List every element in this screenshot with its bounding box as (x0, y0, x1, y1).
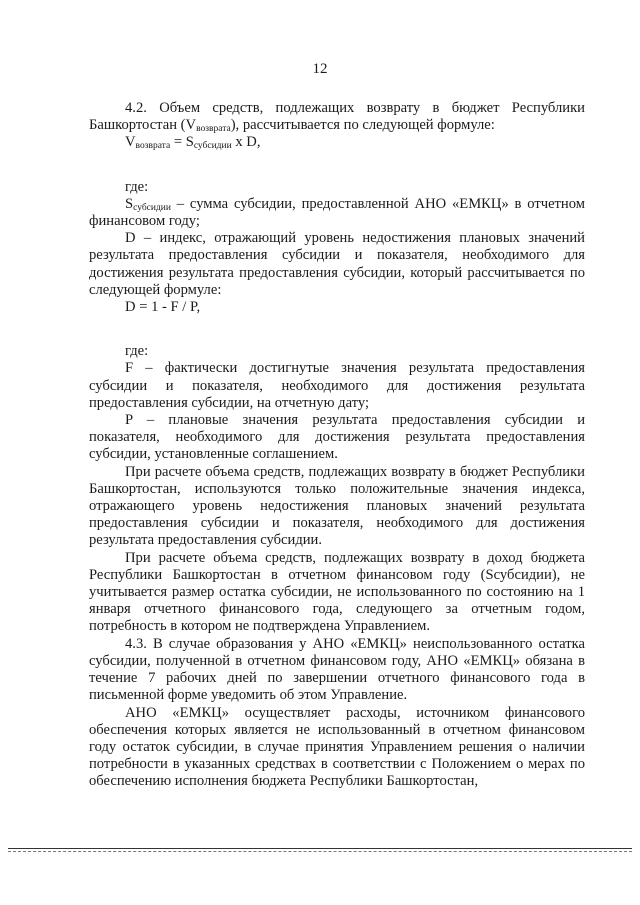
where-label-1: где: (125, 178, 149, 195)
definition-d-index: D – индекс, отражающий уровень недостижения плановых значений результата предоставления субсидии и показателя, необходимого для достижения результата предоставления субсидии, который рассчитывается по следующей формуле: (89, 230, 585, 298)
formula-return-volume: $V_{возврата} = S_{субсидии}$ x D, (125, 134, 261, 152)
page-bottom-divider-dashed (8, 851, 632, 852)
paragraph-positive-values: При расчете объема средств, подлежащих возврату в бюджет Республики Башкортостан, используются только положительные значения индекса, отражающего уровень недостижения плановых значений результата предоставления субсидии и показателя, необходимого для достижения результата предоставления субсидии. (89, 463, 585, 549)
definition-s-subsidy: $S_{субсидии}$ – сумма субсидии, предоставленной АНО «ЕМКЦ» в отчетном финансовом году; (89, 195, 585, 230)
page-bottom-divider (8, 848, 632, 849)
formula-index-d: D = 1 - F / P, (125, 299, 201, 316)
paragraph-4-2: 4.2. Объем средств, подлежащих возврату в бюджет Республики Башкортостан $(V_{возврата})$, рассчитывается по следующей формуле: (89, 100, 585, 135)
document-body (89, 100, 585, 791)
paragraph-unused-remainder: При расчете объема средств, подлежащих возврату в доход бюджета Республики Башкортостан в отчетном финансовом году (Sсубсидии), не учитывается размер остатка субсидии, не использованного по состоянию на 1 января отчетного финансового года, следующего за отчетным годом, потребность в котором не подтверждена Управлением. (89, 549, 585, 635)
definition-p-planned: P – плановые значения результата предоставления субсидии и показателя, необходимого для достижения результата предоставления субсидии, установленные соглашением. (89, 412, 585, 463)
paragraph-4-3: 4.3. В случае образования у АНО «ЕМКЦ» неиспользованного остатка субсидии, полученной в отчетном финансовом году, АНО «ЕМКЦ» обязана в течение 7 рабочих дней по завершении отчетного финансового года в письменной форме уведомить об этом Управление. (89, 635, 585, 704)
page-number: 12 (312, 61, 328, 77)
definition-f-actual: F – фактически достигнутые значения результата предоставления субсидии и показателя, необходимого для достижения результата предоставления субсидии, на отчетную дату; (89, 360, 585, 411)
paragraph-expenses: АНО «ЕМКЦ» осуществляет расходы, источником финансового обеспечения которых является не использованный в отчетном финансовом году остаток субсидии, в случае принятия Управлением решения о наличии потребности в указанных средствах в соответствии с Положением о мерах по обеспечению исполнения бюджета Республики Башкортостан, (89, 704, 585, 790)
where-label-2: где: (125, 343, 149, 360)
